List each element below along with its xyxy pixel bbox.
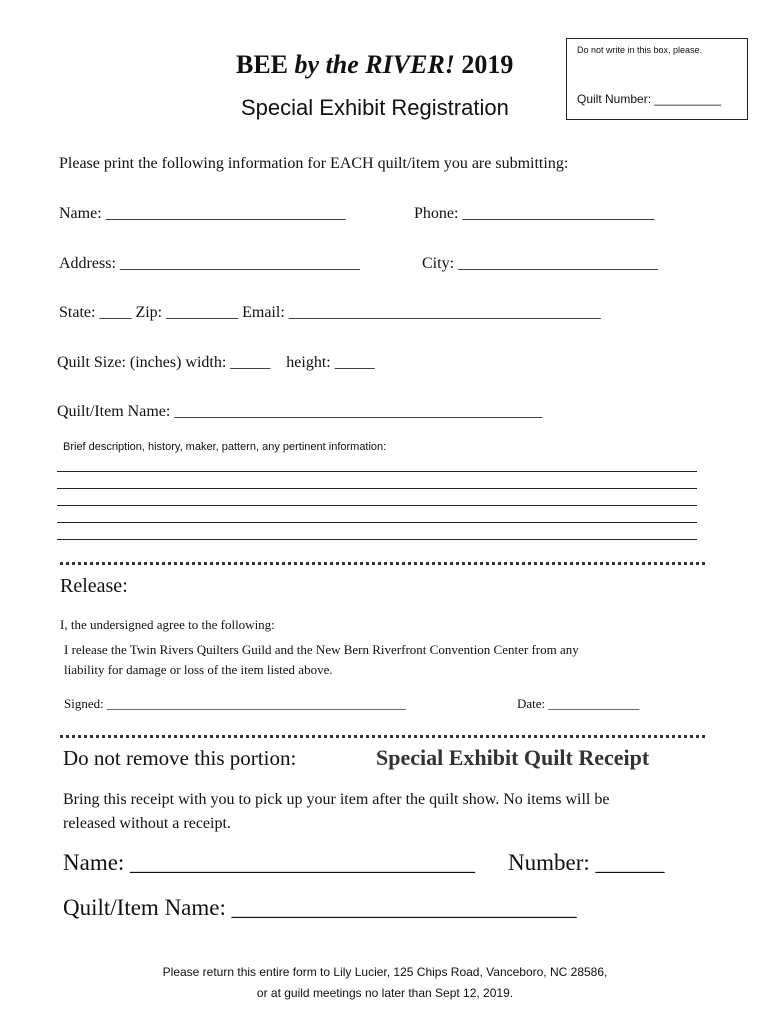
release-agree: I, the undersigned agree to the following: bbox=[60, 617, 275, 632]
city-field[interactable]: City: _________________________ bbox=[422, 255, 659, 272]
page-subtitle: Special Exhibit Registration bbox=[241, 95, 509, 120]
receipt-title: Special Exhibit Quilt Receipt bbox=[376, 745, 650, 770]
description-label: Brief description, history, maker, pattern, any pertinent information: bbox=[63, 441, 387, 453]
title-bee: BEE bbox=[236, 50, 289, 79]
receipt-instructions-line-1: Bring this receipt with you to pick up your item after the quilt show. No items will be bbox=[63, 791, 610, 808]
footer-line-1: Please return this entire form to Lily Lucier, 125 Chips Road, Vanceboro, NC 28586, bbox=[162, 965, 608, 979]
footer-line-2: or at guild meetings no later than Sept 12, 2019. bbox=[256, 986, 514, 1000]
name-field[interactable]: Name: ______________________________ bbox=[59, 205, 346, 222]
separator-stars-1 bbox=[60, 562, 705, 565]
separator-stars-2 bbox=[60, 735, 705, 738]
description-line-4[interactable] bbox=[57, 522, 697, 523]
description-line-2[interactable] bbox=[57, 488, 697, 489]
date-field[interactable]: Date: ______________ bbox=[517, 696, 640, 711]
receipt-number-field[interactable]: Number: ______ bbox=[508, 850, 665, 875]
state-zip-email-field[interactable]: State: ____ Zip: _________ Email: _______________________________________ bbox=[59, 304, 601, 321]
office-use-note: Do not write in this box, please. bbox=[577, 45, 703, 55]
office-use-box bbox=[566, 38, 748, 120]
title-italic: by the RIVER! bbox=[294, 50, 455, 79]
quilt-item-name-field[interactable]: Quilt/Item Name: ______________________________________________ bbox=[57, 403, 543, 420]
description-line-3[interactable] bbox=[57, 505, 697, 506]
form-intro: Please print the following information for EACH quilt/item you are submitting: bbox=[59, 155, 569, 172]
quilt-number-field[interactable]: Quilt Number: __________ bbox=[577, 92, 722, 106]
phone-field[interactable]: Phone: ________________________ bbox=[414, 205, 655, 222]
release-text-line-1: I release the Twin Rivers Quilters Guild and the New Bern Riverfront Convention Center from any bbox=[64, 642, 579, 657]
do-not-remove-label: Do not remove this portion: bbox=[63, 746, 297, 770]
description-line-5[interactable] bbox=[57, 539, 697, 540]
release-text-line-2: liability for damage or loss of the item listed above. bbox=[64, 662, 333, 677]
quilt-size-field[interactable]: Quilt Size: (inches) width: _____ height: _____ bbox=[57, 354, 375, 371]
title-year: 2019 bbox=[461, 50, 514, 79]
receipt-quilt-item-name-field[interactable]: Quilt/Item Name: ______________________________ bbox=[63, 895, 577, 920]
signed-field[interactable]: Signed: ______________________________________________ bbox=[64, 696, 406, 711]
description-line-1[interactable] bbox=[57, 471, 697, 472]
receipt-name-field[interactable]: Name: ______________________________ bbox=[63, 850, 476, 875]
address-field[interactable]: Address: ______________________________ bbox=[59, 255, 360, 272]
release-heading: Release: bbox=[60, 575, 128, 597]
receipt-instructions-line-2: released without a receipt. bbox=[63, 815, 231, 832]
